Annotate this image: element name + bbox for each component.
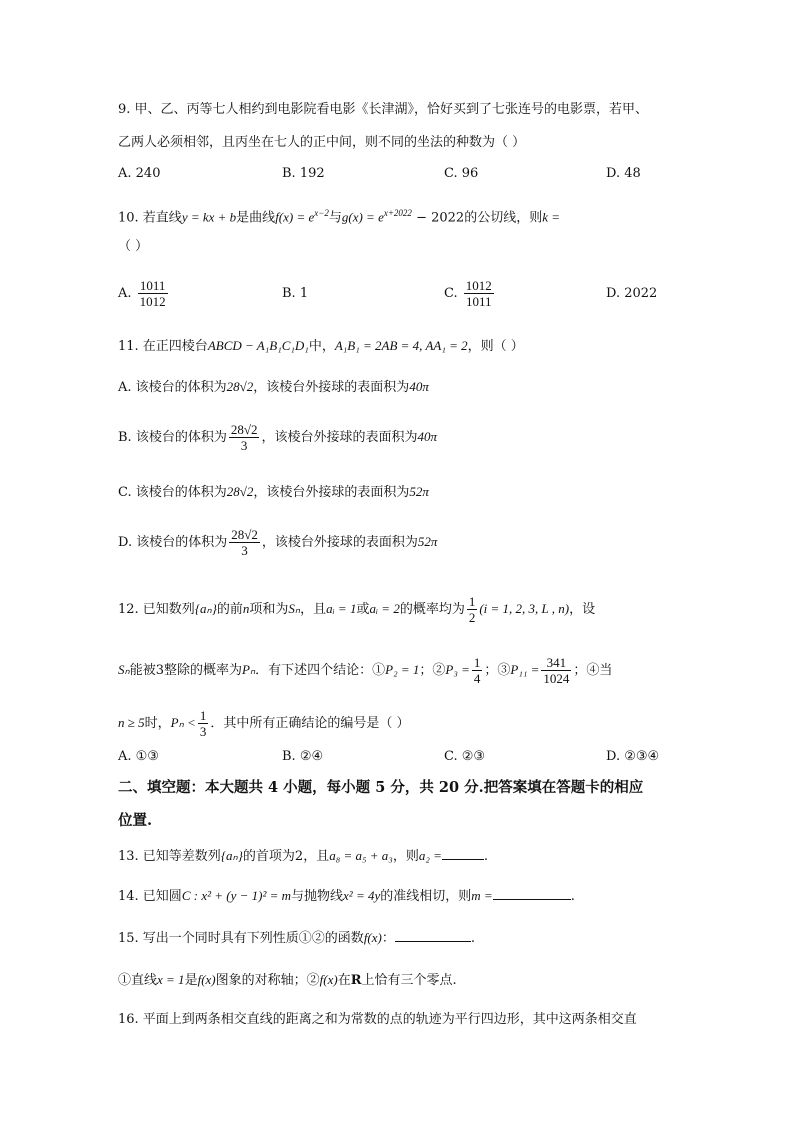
q12-c1: P₂ = 1: [385, 662, 420, 677]
q11-option-a: [118, 377, 429, 398]
q12-ai2: aᵢ = 2: [369, 601, 400, 616]
q12-p3c: Pₙ <: [170, 715, 196, 730]
q10-option-c-den: 1011: [466, 294, 492, 309]
section2-heading-line2: 位置.: [118, 812, 153, 829]
q10-f-exp: x−2: [314, 208, 329, 218]
q12-three: 3: [155, 663, 164, 678]
q12-c3-den: 1024: [543, 671, 570, 686]
q15-l2c: 是: [184, 973, 198, 988]
q14-ans: m =: [471, 888, 493, 903]
q11-option-b-label: B. 该棱台的体积为: [118, 430, 227, 445]
q15-l2a: ①直线: [118, 973, 158, 988]
q12-p1g: ，设: [569, 602, 596, 617]
q10-option-a-den: 1012: [139, 294, 166, 309]
q11-condition: A₁B₁ = 2AB = 4, AA₁ = 2: [334, 338, 468, 353]
q9-stem-line2: 乙两人必须相邻，且丙坐在七人的正中间，则不同的坐法的种数为（ ）: [118, 135, 526, 150]
q13-two: 2: [294, 849, 304, 864]
q12-p1d: ，且: [300, 602, 327, 617]
q12-half: [467, 594, 478, 625]
q11-option-d-vol-num: 28√2: [231, 527, 258, 542]
q10-k-eq: k =: [542, 209, 560, 225]
q10-option-c-num: 1012: [465, 278, 492, 293]
q10-text1: 是曲线: [236, 210, 276, 226]
q10-option-a: [118, 278, 170, 309]
q12-line1: [118, 594, 595, 625]
q12-half-num: 1: [468, 594, 476, 609]
q15-l2b: x = 1: [157, 972, 185, 987]
q14-stem: [118, 886, 575, 907]
q10-line-eq: y = kx + b: [181, 209, 237, 225]
q13-seq: {aₙ}: [220, 848, 243, 863]
q13-c: ，且: [303, 849, 330, 864]
q15-answer-blank[interactable]: [395, 929, 471, 942]
q11-option-b: [118, 422, 437, 453]
q11-option-b-vol-num: 28√2: [230, 422, 258, 437]
q12-c2-den: 4: [473, 671, 481, 686]
q10-option-a-fraction: [138, 278, 168, 309]
q9-option-c: C. 96: [444, 166, 479, 181]
q9-stem-line1: 9. 甲、乙、丙等七人相约到电影院看电影《长津湖》，恰好买到了七张连号的电影票，若甲、: [118, 102, 649, 117]
q11-option-b-mid: ，该棱台外接球的表面积为: [261, 430, 418, 445]
q10-stem: [118, 203, 560, 228]
q15-l2e: 图象的对称轴；②: [215, 973, 320, 988]
q13-d: ，则: [392, 849, 419, 864]
q9-option-a: A. 240: [118, 166, 161, 181]
q12-ai1: aᵢ = 1: [326, 601, 357, 616]
q12-p2d: ．有下述四个结论：①: [255, 663, 386, 678]
q12-c2-frac: [472, 655, 483, 686]
q12-p1c: 项和为: [249, 602, 289, 617]
q11-option-c-mid: ，该棱台外接球的表面积为: [253, 485, 410, 500]
q11-option-d-mid: ，该棱台外接球的表面积为: [261, 535, 418, 550]
q10-option-a-label: A.: [118, 286, 132, 301]
q14-b: 与抛物线: [291, 889, 344, 904]
q14-a: 14. 已知圆: [118, 889, 182, 904]
q16-stem-line1: 16. 平面上到两条相交直线的距离之和为常数的点的轨迹为平行四边形，其中这两条相交直: [118, 1012, 637, 1027]
q12-option-b: B. ②④: [282, 749, 324, 764]
q12-p2g: ；④当: [573, 663, 613, 678]
q11-option-b-vol-den: 3: [240, 438, 248, 453]
q14-parabola: x² = 4y: [343, 888, 381, 903]
q12-sn: Sₙ: [288, 601, 301, 616]
q15-l2f: f(x): [319, 972, 338, 987]
q13-eq: a₈ = a₅ + a₃: [329, 848, 393, 863]
q12-pn: Pₙ: [242, 662, 256, 677]
q12-p3a: n ≥ 5: [118, 715, 145, 730]
q13-stem: [118, 846, 488, 867]
q13-a: 13. 已知等差数列: [118, 849, 221, 864]
q10-paren: （ ）: [118, 239, 149, 254]
q15-b: ：: [381, 931, 395, 946]
q14-answer-blank[interactable]: [493, 887, 571, 900]
q11-option-c-area: 52π: [409, 484, 429, 499]
q10-option-c: [444, 278, 496, 309]
q12-c3: P₁₁ =: [510, 662, 540, 677]
q11-option-d-area: 52π: [417, 534, 438, 549]
q11-option-a-volume: 28√2: [226, 379, 254, 394]
q12-c4-num: 1: [199, 708, 207, 723]
section2-heading-line1: 二、填空题：本大题共 4 小题，每小题 5 分，共 20 分.把答案填在答题卡的相应: [118, 779, 644, 796]
q12-option-d: D. ②③④: [606, 749, 660, 764]
q11-prefix: 11. 在正四棱台: [118, 339, 208, 354]
q15-l2h: R: [350, 973, 362, 988]
q12-p1f: 的概率均为: [399, 602, 465, 617]
q9-option-d: D. 48: [606, 166, 641, 181]
q15-properties: [118, 970, 457, 991]
q14-circle: C : x² + (y − 1)² = m: [181, 888, 292, 903]
q12-c4-den: 3: [199, 724, 207, 739]
q15-l2g: 在: [337, 973, 351, 988]
q12-p2e: ；②: [419, 663, 446, 678]
q15-f: f(x): [363, 930, 382, 945]
q15-l2d: f(x): [197, 972, 216, 987]
q12-c3-num: 341: [541, 655, 571, 671]
q10-text2: 与: [328, 210, 342, 226]
q14-end: .: [570, 889, 575, 904]
q11-option-d-label: D. 该棱台的体积为: [118, 535, 228, 550]
q11-option-d: [118, 527, 437, 558]
q10-option-b: B. 1: [282, 286, 309, 301]
q11-tail: ，则（ ）: [467, 339, 524, 354]
q12-c2-num: 1: [473, 655, 481, 670]
q10-option-c-fraction: [464, 278, 494, 309]
q13-b: 的首项为: [242, 849, 295, 864]
q12-p2c: 整除的概率为: [163, 663, 242, 678]
q12-p1e: 或: [356, 602, 370, 617]
q11-option-a-label: A. 该棱台的体积为: [118, 380, 227, 395]
q15-end: .: [470, 931, 476, 946]
q12-p1a: 12. 已知数列: [118, 602, 195, 617]
q10-text3: 的公切线，则: [464, 210, 543, 226]
q13-answer-blank[interactable]: [442, 847, 484, 860]
q12-p1b: 的前: [216, 602, 243, 617]
q9-option-b: B. 192: [282, 166, 325, 181]
q12-option-a: A. ①③: [118, 749, 159, 764]
q15-a: 15. 写出一个同时具有下列性质①②的函数: [118, 931, 364, 946]
q12-line2: [118, 655, 612, 686]
q11-option-a-mid: ，该棱台外接球的表面积为: [253, 380, 410, 395]
q11-option-d-volume: [229, 527, 260, 558]
q11-solid: ABCD − A₁B₁C₁D₁: [207, 338, 309, 353]
q12-c3-frac: [541, 655, 571, 686]
q10-option-a-num: 1011: [138, 278, 168, 294]
q11-option-c-volume: 28√2: [226, 484, 254, 499]
q10-option-c-label: C.: [444, 286, 458, 301]
q10-f-def: f(x) = e: [275, 209, 315, 225]
q12-half-den: 2: [468, 610, 476, 625]
q12-c4-frac: [198, 708, 209, 739]
q12-p2f: ；③: [484, 663, 511, 678]
q10-prefix: 10. 若直线: [118, 210, 182, 226]
q12-p2b: 能被: [129, 663, 156, 678]
q10-g-def: g(x) = e: [341, 209, 384, 225]
q12-p3d: ．其中所有正确结论的编号是（ ）: [210, 716, 410, 731]
q10-g-exp: x+2022: [383, 208, 412, 218]
q15-stem: [118, 928, 475, 949]
q10-g-tail: − 2022: [411, 210, 465, 226]
q11-option-d-vol-den: 3: [241, 543, 248, 558]
q13-ans: a₂ =: [418, 848, 442, 863]
q12-range: (i = 1, 2, 3, L , n): [479, 601, 570, 616]
q11-option-c: [118, 482, 429, 503]
q11-mid: 中，: [308, 339, 335, 354]
q14-c: 的准线相切，则: [380, 889, 472, 904]
q12-option-c: C. ②③: [444, 749, 486, 764]
q11-option-a-area: 40π: [409, 379, 429, 394]
q12-n: n: [242, 601, 250, 616]
q13-end: .: [483, 849, 489, 864]
q11-option-b-area: 40π: [417, 429, 437, 444]
q11-option-b-volume: [229, 422, 260, 453]
q12-p2a: Sₙ: [118, 662, 130, 677]
q12-line3: [118, 708, 409, 739]
q11-option-c-label: C. 该棱台的体积为: [118, 485, 227, 500]
q12-p3b: 时，: [144, 716, 171, 731]
q15-l2i: 上恰有三个零点.: [361, 973, 457, 988]
q11-stem: [118, 336, 524, 357]
q12-seq: {aₙ}: [194, 601, 217, 616]
q12-c2: P₃ =: [445, 662, 470, 677]
q10-option-d: D. 2022: [606, 286, 658, 301]
